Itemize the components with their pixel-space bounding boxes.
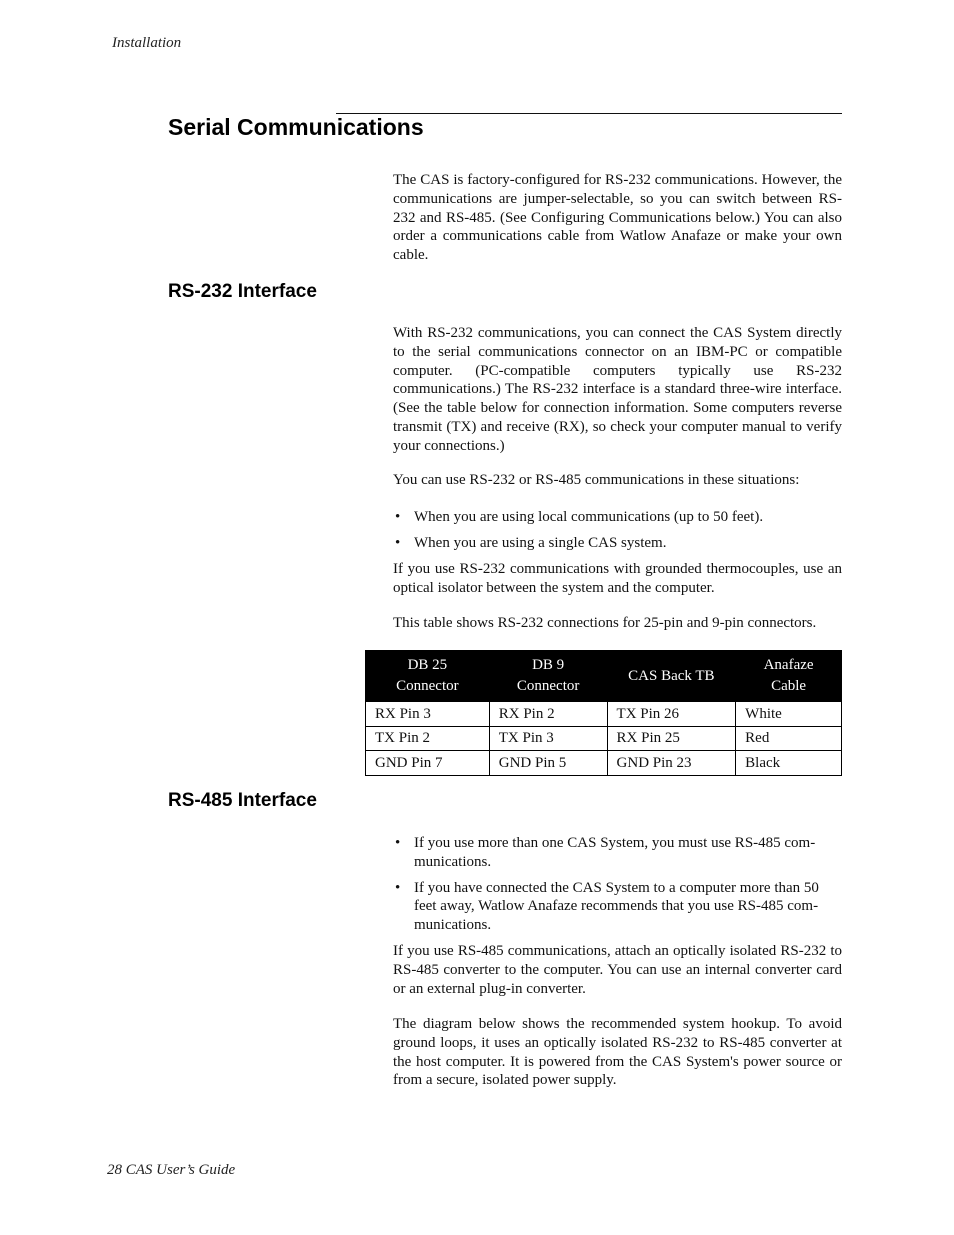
rs485-paragraph-1: If you use RS-485 communications, attach an optically isolated RS-232 to RS-485 converter to the computer. You can use an internal converter card or an external plug-in converter. <box>393 943 842 997</box>
column-header-anafaze-cable: Anafaze Cable <box>736 651 842 702</box>
rs485-bullet-list <box>393 834 853 935</box>
table-row <box>366 702 842 727</box>
rs232-paragraph-4: This table shows RS-232 connections for 25-pin and 9-pin connectors. <box>393 615 817 631</box>
serial-intro-paragraph: The CAS is factory-configured for RS-232 communications. However, the communications are jumper-selectable, so you can switch between RS-232 and RS-485. (See Configuring Communications below.) You can also order a communications cable from Watlow Anafaze or make your own cable. <box>393 172 842 264</box>
rs232-connection-table <box>365 650 842 776</box>
list-item: • When you are using local communications (up to 50 feet). <box>393 508 842 527</box>
table-cell: White <box>736 702 842 727</box>
running-head: Installation <box>112 35 182 51</box>
table-row <box>366 726 842 751</box>
table-row <box>366 751 842 776</box>
list-item: • When you are using a single CAS system. <box>393 534 842 553</box>
subsection-title-rs232: RS-232 Interface <box>168 281 317 302</box>
table-cell: TX Pin 26 <box>607 702 736 727</box>
table-cell: TX Pin 2 <box>366 726 490 751</box>
column-header-cas-back-tb: CAS Back TB <box>607 651 736 702</box>
rs232-paragraph-2: You can use RS-232 or RS-485 communications in these situations: <box>393 472 800 488</box>
list-item: • If you use more than one CAS System, you must use RS-485 com- munications. <box>393 834 853 872</box>
page-footer: 28 CAS User’s Guide <box>107 1162 236 1178</box>
table-cell: RX Pin 25 <box>607 726 736 751</box>
table-cell: GND Pin 23 <box>607 751 736 776</box>
table-cell: GND Pin 7 <box>366 751 490 776</box>
table-cell: RX Pin 3 <box>366 702 490 727</box>
table-cell: TX Pin 3 <box>489 726 607 751</box>
rs485-paragraph-2: The diagram below shows the recommended system hookup. To avoid ground loops, it uses an optically isolated RS-232 to RS-485 converter at the host computer. It is powered from the CAS System's power source or from a secure, isolated power supply. <box>393 1016 842 1089</box>
table-cell: RX Pin 2 <box>489 702 607 727</box>
rs232-paragraph-1: With RS-232 communications, you can connect the CAS System directly to the serial communications connector on an IBM-PC or compatible computer. (PC-compatible computers typically use RS-232 communications.) The RS-232 interface is a standard three-wire interface. (See the table below for connection information. Some computers reverse transmit (TX) and receive (RX), so check your computer manual to verify your connections.) <box>393 325 842 454</box>
table-cell: GND Pin 5 <box>489 751 607 776</box>
list-item: • If you have connected the CAS System to a computer more than 50 feet away, Watlow Anafaze recommends that you use RS-485 com- munications. <box>393 879 853 935</box>
rs232-bullet-list <box>393 508 842 553</box>
table-cell: Red <box>736 726 842 751</box>
table-cell: Black <box>736 751 842 776</box>
section-title-serial-communications: Serial Communications <box>168 114 424 140</box>
rs232-paragraph-3: If you use RS-232 communications with grounded thermocouples, use an optical isolator between the system and the computer. <box>393 561 842 596</box>
column-header-db9: DB 9 Connector <box>489 651 607 702</box>
subsection-title-rs485: RS-485 Interface <box>168 790 317 811</box>
column-header-db25: DB 25 Connector <box>366 651 490 702</box>
table-header-row <box>366 651 842 702</box>
